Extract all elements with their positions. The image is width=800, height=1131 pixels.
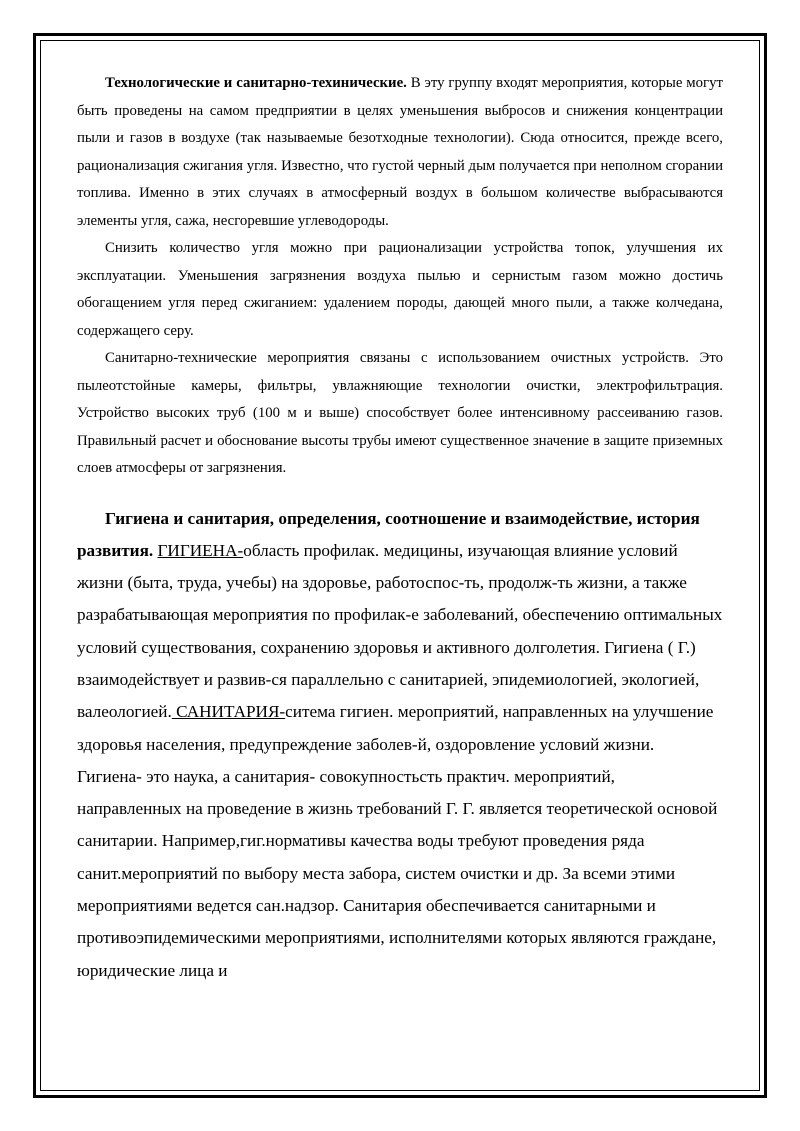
paragraph-1-text: В эту группу входят мероприятия, которые могут быть проведены на самом предприятии в целях уменьшения выбросов и снижения концентрации пыли и газов в воздухе (так называемые безотходные технологии). Сюда относится, прежде всего, рационализация сжигания угля. Известно, что густой черный дым получается при неполном сгорании топлива. Именно в этих случаях в атмосферный воздух в большом количестве выбрасываются элементы угля, сажа, несгоревшие углеводороды. [77, 75, 723, 229]
section-technological-measures [77, 70, 723, 483]
paragraph-1 [77, 70, 723, 235]
paragraph-3: Санитарно-технические мероприятия связаны с использованием очистных устройств. Это пылеотстойные камеры, фильтры, увлажняющие технологии очистки, электрофильтрация. Устройство высоких труб (100 м и выше) способствует более интенсивному рассеиванию газов. Правильный расчет и обоснование высоты трубы имеют существенное значение в защите приземных слоев атмосферы от загрязнения. [77, 350, 723, 476]
term-hygiene: ГИГИЕНА- [157, 540, 244, 560]
section-hygiene-sanitation [77, 503, 723, 987]
sanitation-definition: ситема гигиен. мероприятий, направленных на улучшение здоровья населения, предупреждение заболев-й, оздоровление условий жизни. Гигиена- это наука, а санитария- совокупностьсть практич. мероприятий, направленных на проведение в жизнь требований Г. Г. является теоретической основой санитарии. Например,гиг.нормативы качества воды требуют проведения ряда санит.мероприятий по выбору места забора, систем очистки и др. За всеми этими мероприятиями ведется сан.надзор. Санитария обеспечивается санитарными и противоэпидемическими мероприятиями, исполнителями которых являются граждане, юридические лица и [77, 702, 718, 980]
paragraph-2: Снизить количество угля можно при рационализации устройства топок, улучшения их эксплуатации. Уменьшения загрязнения воздуха пылью и сернистым газом можно достичь обогащением угля перед сжиганием: удалением породы, дающей много пыли, а также колчедана, содержащего серу. [77, 240, 723, 339]
term-sanitation: САНИТАРИЯ- [171, 702, 286, 722]
hygiene-heading: Гигиена и санитария, определения, соотношение и взаимодействие, история развития. [77, 508, 700, 560]
paragraph-hygiene [77, 503, 723, 987]
hygiene-definition: область профилак. медицины, изучающая влияние условий жизни (быта, труда, учебы) на здоровье, работоспос-ть, продолж-ть жизни, а также разрабатывающая мероприятия по профилак-е заболеваний, обеспечению оптимальных условий существования, сохранению здоровья и активного долголетия. Гигиена ( Г.) взаимодействует и развив-ся параллельно с санитарией, эпидемиологией, экологией, валеологией. [77, 540, 723, 722]
paragraph-1-heading: Технологические и санитарно-техинические. [105, 75, 407, 91]
document-body [77, 70, 723, 987]
